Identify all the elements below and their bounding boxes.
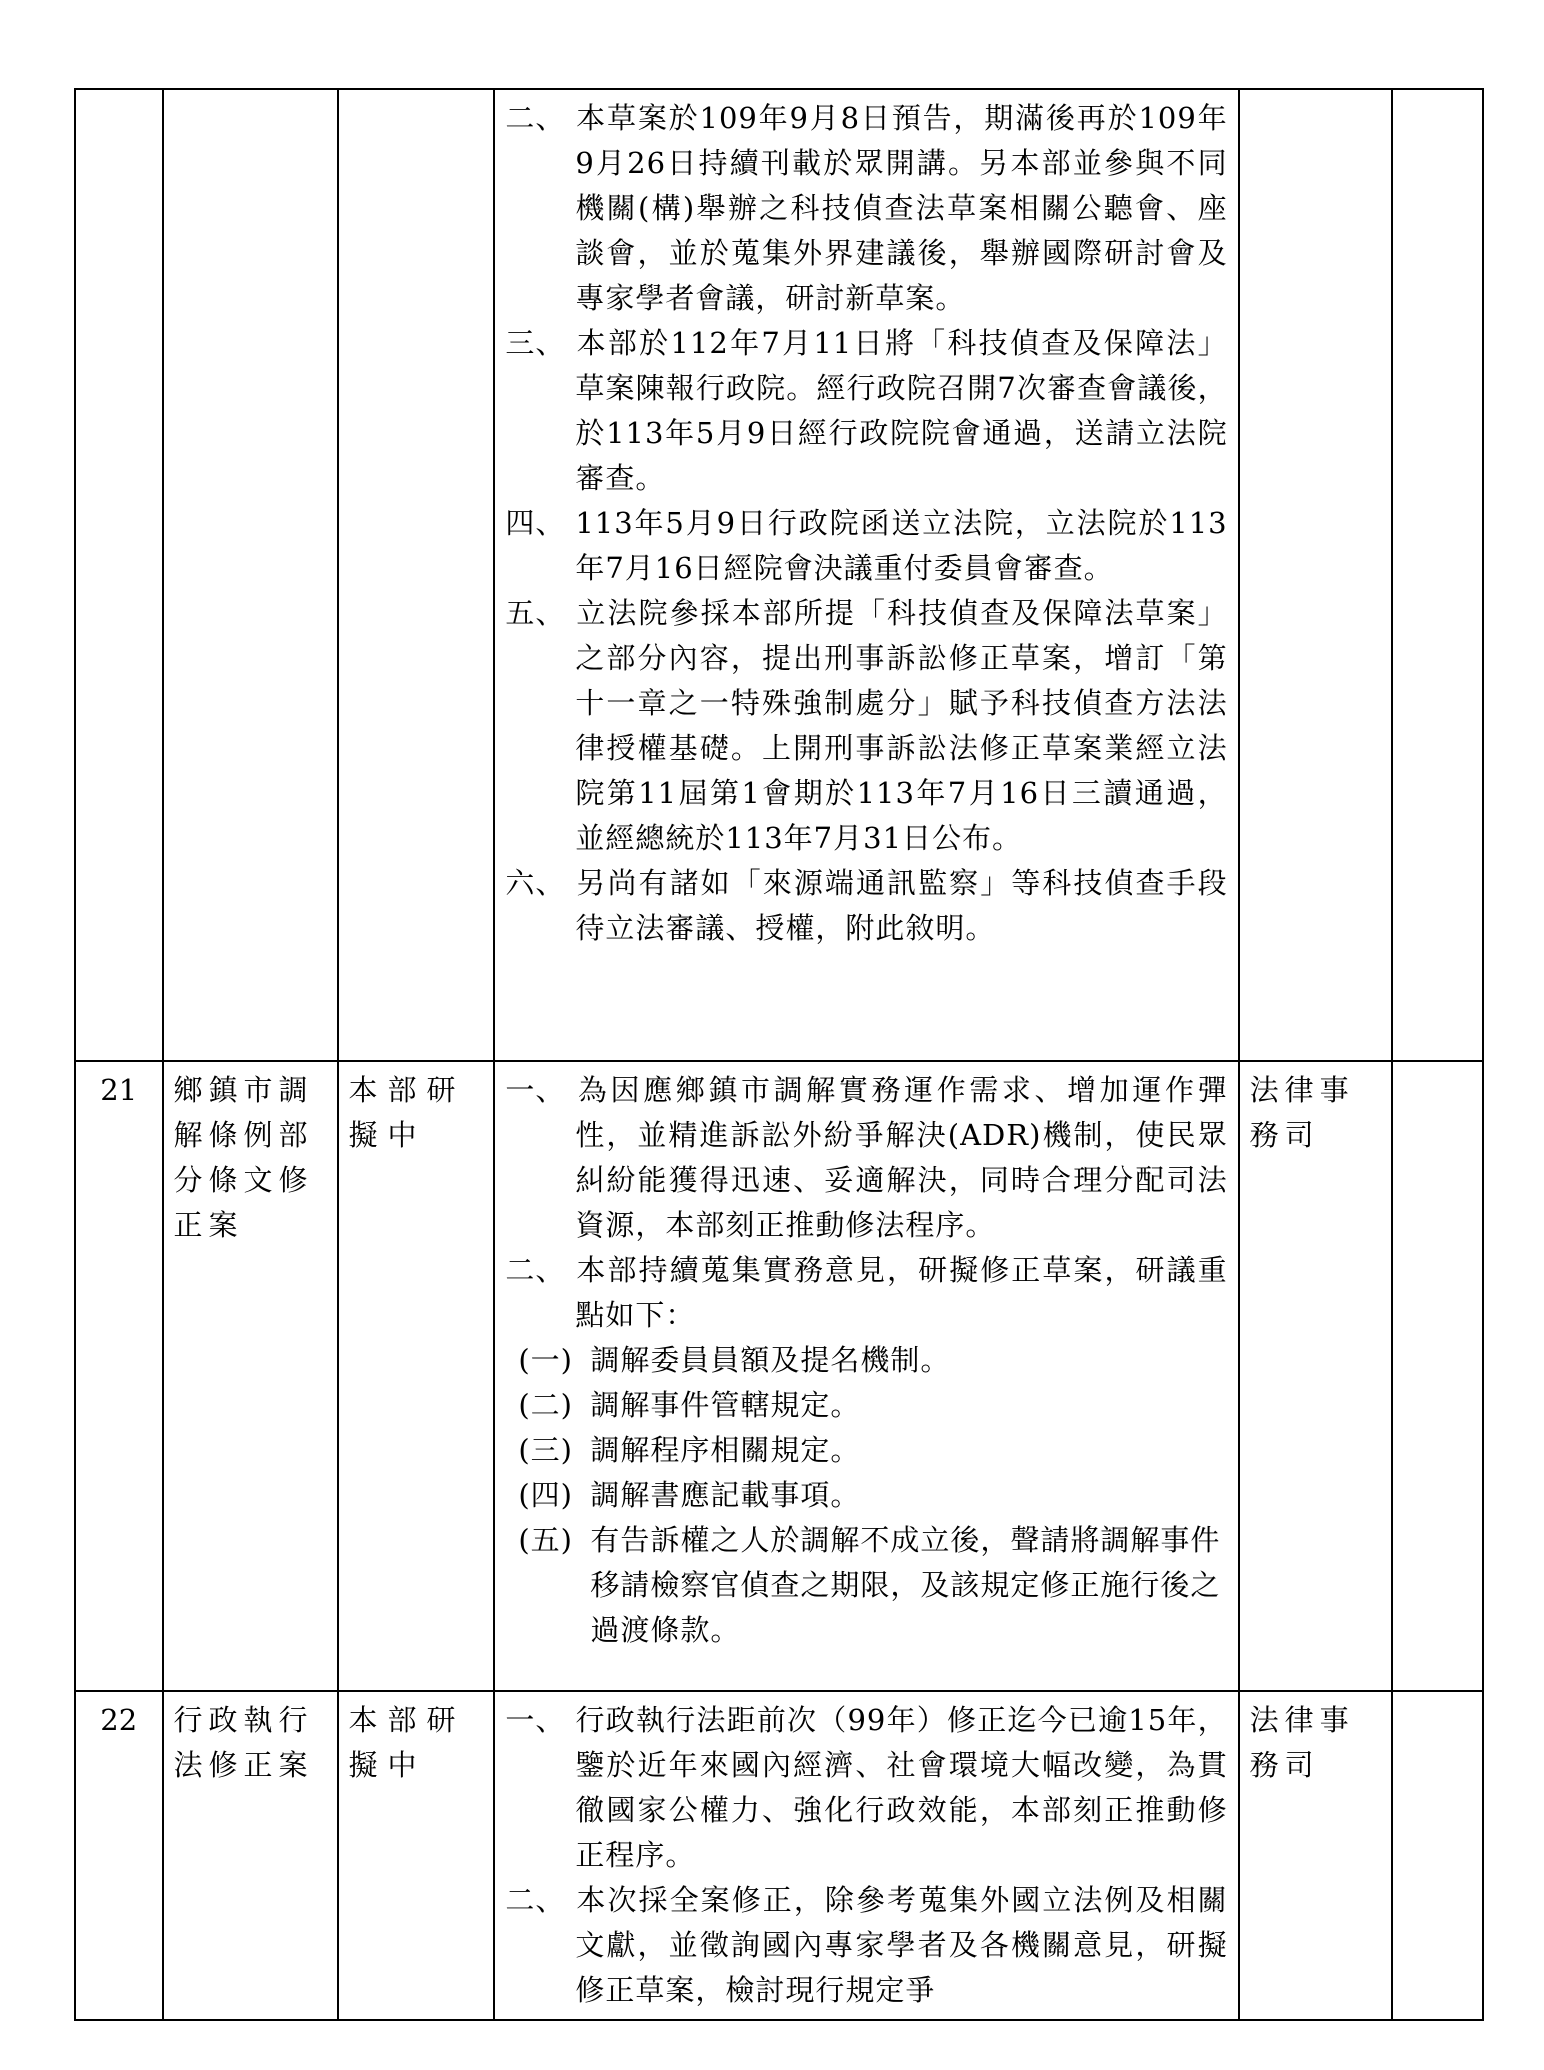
table-row-continuation xyxy=(75,89,1483,1061)
row-number: 21 xyxy=(75,1061,163,1691)
responsible-unit: 法律事務司 xyxy=(1239,1061,1392,1691)
list-item: 二、 本部持續蒐集實務意見，研擬修正草案，研議重點如下： xyxy=(505,1253,1228,1332)
cell-note xyxy=(1392,89,1483,1061)
cell-no xyxy=(75,89,163,1061)
list-item: 四、 113年5月9日行政院函送立法院，立法院於113年7月16日經院會決議重付委員會審查。 xyxy=(505,506,1228,585)
list-item: 三、 本部於112年7月11日將「科技偵查及保障法」草案陳報行政院。經行政院召開7次審查會議後，於113年5月9日經行政院院會通過，送請立法院審查。 xyxy=(505,326,1228,495)
responsible-unit: 法律事務司 xyxy=(1239,1691,1392,2020)
document-page xyxy=(74,88,1484,2011)
sub-item: (二) 調解事件管轄規定。 xyxy=(518,1388,861,1422)
sub-item: (五) 有告訴權之人於調解不成立後，聲請將調解事件移請檢察官偵查之期限，及該規定修正施行後之過渡條款。 xyxy=(518,1523,1221,1647)
cell-name xyxy=(163,89,338,1061)
list-item: 五、 立法院參採本部所提「科技偵查及保障法草案」之部分內容，提出刑事訴訟修正草案，增訂「第十一章之一特殊強制處分」賦予科技偵查方法法律授權基礎。上開刑事訴訟法修正草案業經立法院第11屆第1會期於113年7月16日三讀通過，並經總統於113年7月31日公布。 xyxy=(505,596,1228,855)
list-item: 二、 本草案於109年9月8日預告，期滿後再於109年9月26日持續刊載於眾開講。另本部並參與不同機關(構)舉辦之科技偵查法草案相關公聽會、座談會，並於蒐集外界建議後，舉辦國際研討會及專家學者會議，研討新草案。 xyxy=(505,101,1228,315)
cell-note xyxy=(1392,1691,1483,2020)
list-item: 一、 為因應鄉鎮市調解實務運作需求、增加運作彈性，並精進訴訟外紛爭解決(ADR)機制，使民眾糾紛能獲得迅速、妥適解決，同時合理分配司法資源，本部刻正推動修法程序。 xyxy=(505,1073,1228,1242)
row-number: 22 xyxy=(75,1691,163,2020)
bill-name: 行政執行法修正案 xyxy=(163,1691,338,2020)
bill-status: 本部研擬中 xyxy=(338,1691,495,2020)
bill-name: 鄉鎮市調解條例部分條文修正案 xyxy=(163,1061,338,1691)
list-item: 六、 另尚有諸如「來源端通訊監察」等科技偵查手段待立法審議、授權，附此敘明。 xyxy=(505,866,1228,945)
sub-item: (一) 調解委員員額及提名機制。 xyxy=(518,1343,951,1377)
table-row-21 xyxy=(75,1061,1483,1691)
sub-item: (四) 調解書應記載事項。 xyxy=(518,1478,861,1512)
cell-status xyxy=(338,89,495,1061)
bill-status: 本部研擬中 xyxy=(338,1061,495,1691)
cell-note xyxy=(1392,1061,1483,1691)
table-row-22 xyxy=(75,1691,1483,2020)
cell-content xyxy=(494,89,1238,1061)
cell-unit xyxy=(1239,89,1392,1061)
list-item: 一、 行政執行法距前次（99年）修正迄今已逾15年，鑒於近年來國內經濟、社會環境大幅改變，為貫徹國家公權力、強化行政效能，本部刻正推動修正程序。 xyxy=(505,1703,1228,1872)
sub-item: (三) 調解程序相關規定。 xyxy=(518,1433,861,1467)
legislation-progress-table xyxy=(74,88,1484,2021)
list-item: 二、 本次採全案修正，除參考蒐集外國立法例及相關文獻，並徵詢國內專家學者及各機關意見，研擬修正草案，檢討現行規定爭 xyxy=(505,1883,1228,2007)
bill-progress xyxy=(494,1061,1238,1691)
bill-progress xyxy=(494,1691,1238,2020)
